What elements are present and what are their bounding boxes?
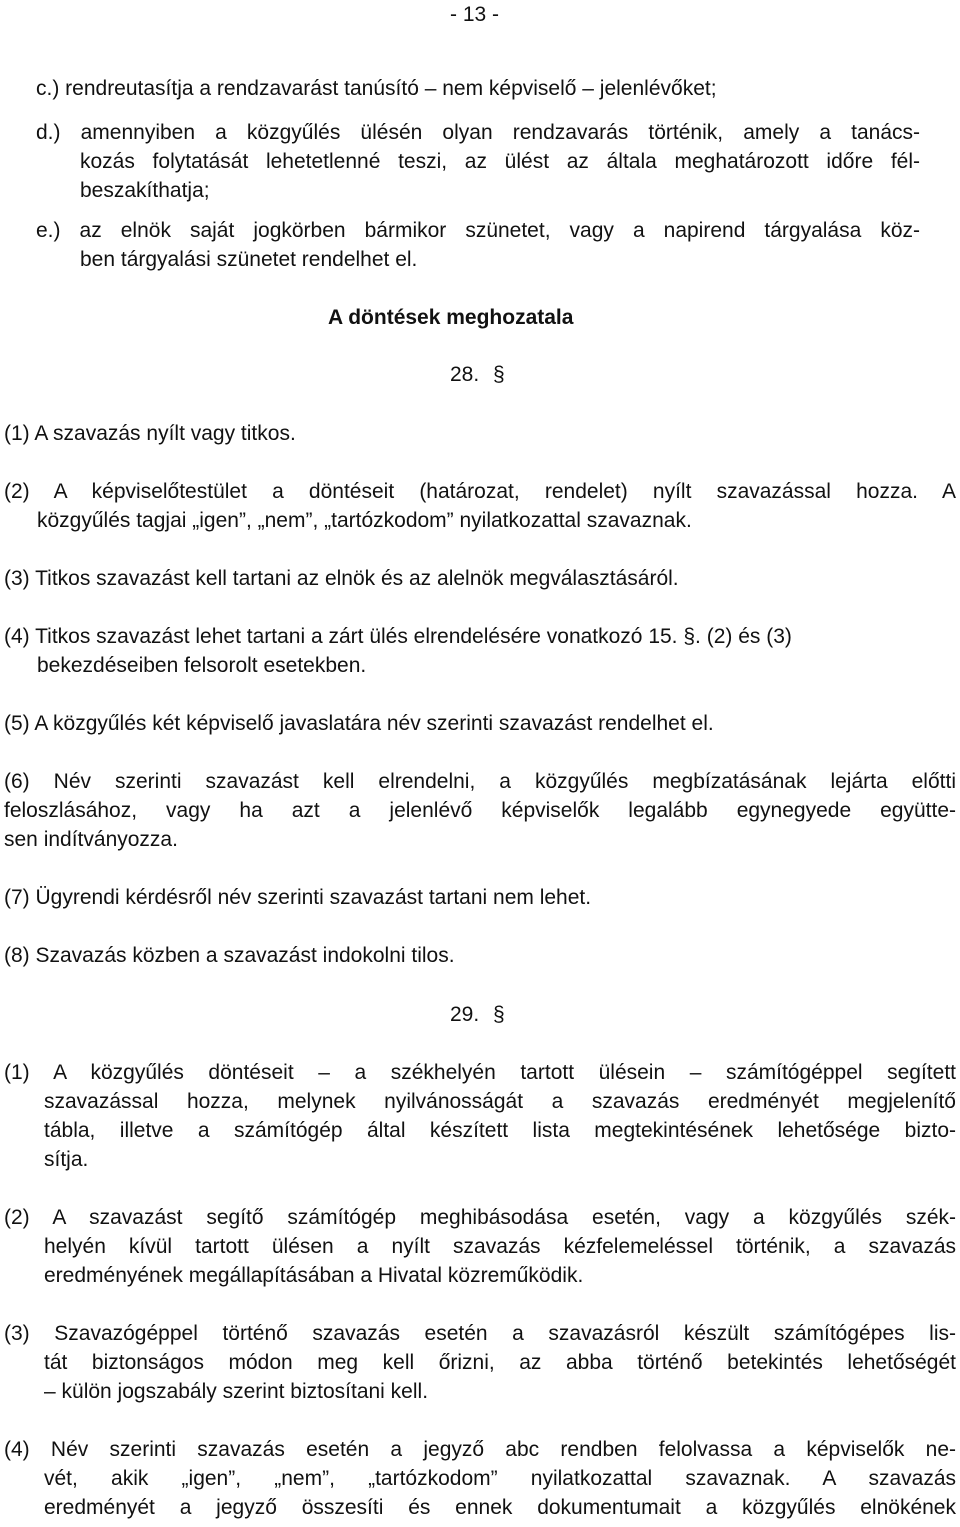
s29-p2-line-2: helyén kívül tartott ülésen a nyílt szavazás kézfelemeléssel történik, a szavazás bbox=[44, 1235, 956, 1258]
s29-p1-line-1: (1) A közgyűlés döntéseit – a székhelyén tartott ülésein – számítógéppel segített bbox=[4, 1061, 956, 1084]
s29-p3-line-1: (3) Szavazógéppel történő szavazás esetén a szavazásról készült számítógépes lis- bbox=[4, 1322, 956, 1345]
section-28-number bbox=[450, 364, 505, 385]
item-d-line-1: d.) amennyiben a közgyűlés ülésén olyan rendzavarás történik, amely a tanács- bbox=[36, 121, 920, 144]
s28-p7: (7) Ügyrendi kérdésről név szerinti szavazást tartani nem lehet. bbox=[4, 886, 592, 909]
s28-p5: (5) A közgyűlés két képviselő javaslatára név szerinti szavazást rendelhet el. bbox=[4, 712, 714, 735]
section-heading: A döntések meghozatala bbox=[328, 306, 574, 329]
s29-p1-line-4: sítja. bbox=[44, 1148, 89, 1171]
s29-p4-line-1: (4) Név szerinti szavazás esetén a jegyző abc rendben felolvassa a képviselők ne- bbox=[4, 1438, 956, 1461]
s28-p4-line-1: (4) Titkos szavazást lehet tartani a zárt ülés elrendelésére vonatkozó 15. §. (2) és (3) bbox=[4, 625, 792, 648]
s28-p8: (8) Szavazás közben a szavazást indokolni tilos. bbox=[4, 944, 455, 967]
s28-p3: (3) Titkos szavazást kell tartani az elnök és az alelnök megválasztásáról. bbox=[4, 567, 679, 590]
item-e-line-1: e.) az elnök saját jogkörben bármikor szünetet, vagy a napirend tárgyalása köz- bbox=[36, 219, 920, 242]
s29-p2-line-3: eredményének megállapításában a Hivatal közreműködik. bbox=[44, 1264, 584, 1287]
s29-p1-line-2: szavazással hozza, melynek nyilvánosságát a szavazás eredményét megjelenítő bbox=[44, 1090, 956, 1113]
s28-p4-line-2: bekezdéseiben felsorolt esetekben. bbox=[37, 654, 367, 677]
item-d-line-3: beszakíthatja; bbox=[80, 179, 210, 202]
section-29-number bbox=[450, 1004, 505, 1025]
s29-p3-line-3: – külön jogszabály szerint biztosítani kell. bbox=[44, 1380, 429, 1403]
section-28-num: 28. bbox=[450, 363, 480, 386]
section-28-symbol: § bbox=[493, 363, 505, 386]
section-29-symbol: § bbox=[493, 1003, 505, 1026]
s28-p2-line-1: (2) A képviselőtestület a döntéseit (határozat, rendelet) nyílt szavazással hozza. A bbox=[4, 480, 956, 503]
section-29-num: 29. bbox=[450, 1003, 480, 1026]
s29-p4-line-2: vét, akik „igen”, „nem”, „tartózkodom” nyilatkozattal szavaznak. A szavazás bbox=[44, 1467, 956, 1490]
item-e-line-2: ben tárgyalási szünetet rendelhet el. bbox=[80, 248, 418, 271]
s29-p2-line-1: (2) A szavazást segítő számítógép meghibásodása esetén, vagy a közgyűlés szék- bbox=[4, 1206, 956, 1229]
s29-p3-line-2: tát biztonságos módon meg kell őrizni, az abba történő betekintés lehetőségét bbox=[44, 1351, 956, 1374]
item-c: c.) rendreutasítja a rendzavarást tanúsító – nem képviselő – jelenlévőket; bbox=[36, 77, 717, 100]
s28-p1: (1) A szavazás nyílt vagy titkos. bbox=[4, 422, 296, 445]
s28-p6-line-3: sen indítványozza. bbox=[4, 828, 178, 851]
s28-p6-line-2: feloszlásához, vagy ha azt a jelenlévő képviselők legalább egynegyede együtte- bbox=[4, 799, 956, 822]
s29-p4-line-3: eredményét a jegyző összesíti és ennek dokumentumait a közgyűlés elnökének bbox=[44, 1496, 956, 1519]
s29-p1-line-3: tábla, illetve a számítógép által készített lista megtekintésének lehetősége bizto- bbox=[44, 1119, 956, 1142]
page-number: - 13 - bbox=[450, 3, 500, 26]
item-d-line-2: kozás folytatását lehetetlenné teszi, az ülést az általa meghatározott időre fél- bbox=[80, 150, 920, 173]
s28-p6-line-1: (6) Név szerinti szavazást kell elrendelni, a közgyűlés megbízatásának lejárta előtti bbox=[4, 770, 956, 793]
s28-p2-line-2: közgyűlés tagjai „igen”, „nem”, „tartózkodom” nyilatkozattal szavaznak. bbox=[37, 509, 692, 532]
